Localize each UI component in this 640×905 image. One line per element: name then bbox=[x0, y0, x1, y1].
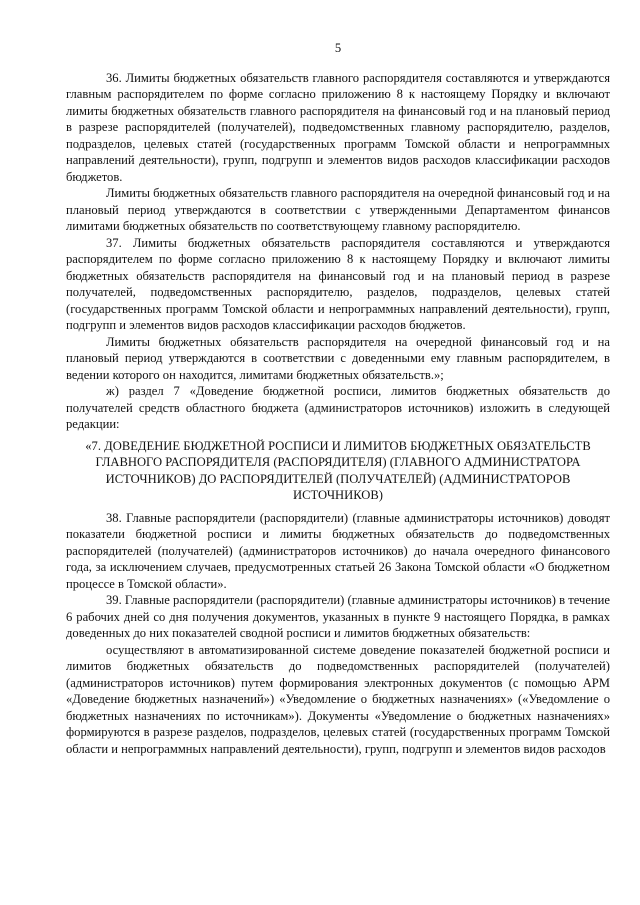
paragraph-amendment-zh: ж) раздел 7 «Доведение бюджетной росписи, лимитов бюджетных обязательств до получателей средств областного бюджета (администраторов источников) изложить в следующей редакции: bbox=[66, 384, 610, 431]
section-7-heading: «7. ДОВЕДЕНИЕ БЮДЖЕТНОЙ РОСПИСИ И ЛИМИТОВ БЮДЖЕТНЫХ ОБЯЗАТЕЛЬСТВ ГЛАВНОГО РАСПОРЯДИТЕЛЯ (РАСПОРЯДИТЕЛЯ) (ГЛАВНОГО АДМИНИСТРАТОРА ИСТОЧНИКОВ) ДО РАСПОРЯДИТЕЛЕЙ (ПОЛУЧАТЕЛЕЙ) (АДМИНИСТРАТОРОВ ИСТОЧНИКОВ) bbox=[85, 438, 591, 502]
paragraph-39: 39. Главные распорядители (распорядители) (главные администраторы источников) в течение 6 рабочих дней со дня получения документов, указанных в пункте 9 настоящего Порядка, в рамках доведенных до них показателей сводной росписи и лимитов бюджетных обязательств: bbox=[66, 593, 610, 640]
document-page bbox=[66, 40, 610, 757]
paragraph-36-limits: Лимиты бюджетных обязательств главного распорядителя на очередной финансовый год и на плановый период утверждаются в соответствии с утвержденными Департаментом финансов лимитами бюджетных обязательств по соответствующему главному распорядителю. bbox=[66, 186, 610, 233]
page-number: 5 bbox=[334, 41, 342, 55]
paragraph-37-limits: Лимиты бюджетных обязательств распорядителя на очередной финансовый год и на плановый период утверждаются в соответствии с доведенными ему главным распорядителем, в ведении которого он находится, лимитами бюджетных обязательств.»; bbox=[66, 334, 610, 382]
paragraph-36: 36. Лимиты бюджетных обязательств главного распорядителя составляются и утверждаются главным распорядителем по форме согласно приложению 8 к настоящему Порядку и включают лимиты бюджетных обязательств главного распорядителя на финансовый год и на плановый период в разрезе распорядителей (получателей), подведомственных главному распорядителю, разделов, подразделов, целевых статей (государственных программ Томской области и непрограммных направлений деятельности), групп, подгрупп и элементов видов расходов классификации расходов бюджетов. bbox=[66, 70, 610, 184]
paragraph-37: 37. Лимиты бюджетных обязательств распорядителя составляются и утверждаются распорядителем по форме согласно приложению 8 к настоящему Порядку и включают лимиты бюджетных обязательств распорядителя на финансовый год и на плановый период в разрезе получателей, подведомственных распорядителю, разделов, подразделов, целевых статей (государственных программ Томской области и непрограммных направлений деятельности), групп, подгрупп и элементов видов расходов классификации расходов бюджетов. bbox=[66, 235, 610, 332]
paragraph-39-automation: осуществляют в автоматизированной системе доведение показателей бюджетной росписи и лимитов бюджетных обязательств до подведомственных распорядителей (получателей) (администраторов источников) путем формирования электронных документов (с помощью АРМ «Доведение бюджетных назначений») «Уведомление о бюджетных назначениях» («Уведомление о бюджетных назначениях по источникам»). Документы «Уведомление о бюджетных назначениях» формируются в разрезе разделов, подразделов, целевых статей (государственных программ Томской области и непрограммных направлений деятельности), групп, подгрупп и элементов видов расходов bbox=[66, 642, 610, 756]
paragraph-38: 38. Главные распорядители (распорядители) (главные администраторы источников) доводят показатели бюджетной росписи и лимиты бюджетных обязательств до подведомственных распорядителей (получателей) (администраторов источников) до начала очередного финансового года, за исключением случаев, предусмотренных статьей 26 Закона Томской области «О бюджетном процессе в Томской области». bbox=[66, 510, 610, 591]
